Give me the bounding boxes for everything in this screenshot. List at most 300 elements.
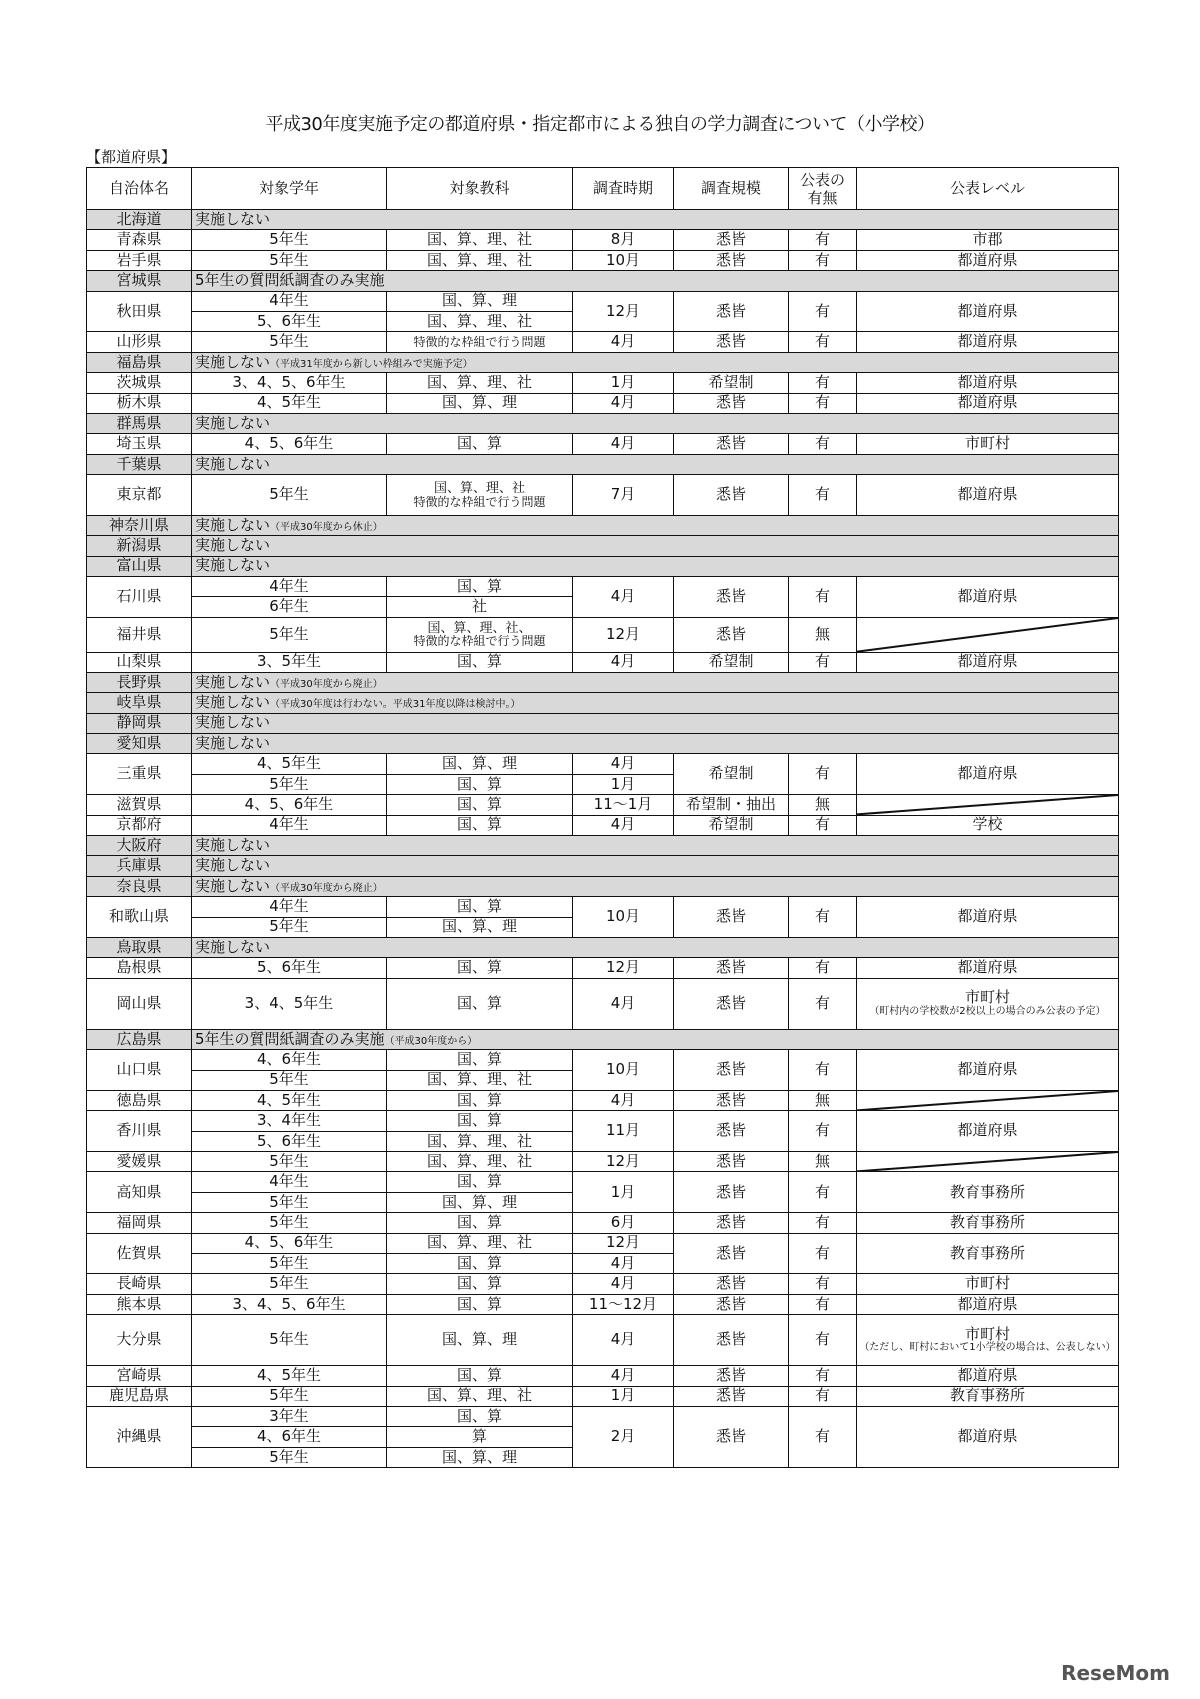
table-row <box>87 1090 1119 1110</box>
target-grade: 4、5年生 <box>192 1366 387 1386</box>
publication-level-text: 教育事務所 <box>949 1243 1025 1262</box>
publication-level-text: 都道府県 <box>957 1294 1018 1313</box>
survey-period: 12月 <box>573 617 674 652</box>
target-subject <box>387 332 573 352</box>
publication-flag: 有 <box>789 1111 857 1152</box>
table-row-not-conducted <box>87 352 1119 372</box>
subject-text: 国、算 <box>456 1406 502 1425</box>
publication-level-text: 都道府県 <box>957 393 1018 412</box>
publication-flag: 有 <box>789 1172 857 1213</box>
target-subject <box>387 1152 573 1172</box>
status-note <box>192 556 1119 576</box>
municipality-name: 青森県 <box>87 230 192 250</box>
publication-level-text: 市町村 <box>964 1274 1010 1293</box>
status-text: 実施しない <box>195 352 271 371</box>
status-note <box>192 536 1119 556</box>
survey-scale: 希望制・抽出 <box>674 795 789 815</box>
target-grade: 5年生 <box>192 475 387 516</box>
table-row <box>87 230 1119 250</box>
publication-level-text: 都道府県 <box>957 1060 1018 1079</box>
target-grade: 5年生 <box>192 1315 387 1366</box>
survey-scale: 悉皆 <box>674 1090 789 1110</box>
target-subject <box>387 1070 573 1090</box>
target-subject <box>387 815 573 835</box>
municipality-name: 栃木県 <box>87 393 192 413</box>
target-grade: 4年生 <box>192 1172 387 1192</box>
target-subject <box>387 1366 573 1386</box>
status-note <box>192 672 1119 692</box>
header-scale: 調査規模 <box>674 168 789 210</box>
target-subject <box>387 311 573 331</box>
subject-text: 国、算 <box>456 1111 502 1130</box>
publication-level <box>857 1407 1119 1468</box>
target-subject <box>387 897 573 917</box>
table-row-not-conducted <box>87 876 1119 896</box>
table-row <box>87 617 1119 652</box>
status-note <box>192 515 1119 535</box>
publication-level <box>857 1294 1119 1314</box>
survey-scale: 悉皆 <box>674 1315 789 1366</box>
publication-flag: 無 <box>789 795 857 815</box>
survey-scale: 悉皆 <box>674 1213 789 1233</box>
status-text: 実施しない <box>195 713 271 732</box>
municipality-name: 富山県 <box>87 556 192 576</box>
publication-level <box>857 1274 1119 1294</box>
table-row <box>87 393 1119 413</box>
municipality-name: 三重県 <box>87 754 192 795</box>
publication-level <box>857 652 1119 672</box>
subject-text: 特徴的な枠組で行う問題 <box>413 334 546 349</box>
target-grade: 5、6年生 <box>192 311 387 331</box>
target-grade: 3、5年生 <box>192 652 387 672</box>
publication-level <box>857 795 1119 815</box>
status-note <box>192 454 1119 474</box>
table-row <box>87 1274 1119 1294</box>
municipality-name: 沖縄県 <box>87 1407 192 1468</box>
status-note <box>192 876 1119 896</box>
status-note <box>192 734 1119 754</box>
publication-flag: 有 <box>789 434 857 454</box>
municipality-name: 島根県 <box>87 958 192 978</box>
header-publication: 公表の有無 <box>789 168 857 210</box>
table-row-not-conducted <box>87 836 1119 856</box>
subject-text-extra: 特徴的な枠組で行う問題 <box>413 634 546 649</box>
target-grade: 5年生 <box>192 1386 387 1406</box>
diagonal-slash <box>857 1091 1118 1110</box>
publication-level-text: 学校 <box>972 815 1003 834</box>
table-row-not-conducted <box>87 556 1119 576</box>
municipality-name: 岐阜県 <box>87 693 192 713</box>
target-subject <box>387 1192 573 1212</box>
table-row <box>87 652 1119 672</box>
survey-period: 10月 <box>573 1050 674 1091</box>
publication-level-note: （ただし、町村において1小学校の場合は、公表しない） <box>859 1342 1116 1354</box>
survey-period: 10月 <box>573 897 674 938</box>
table-row <box>87 1315 1119 1366</box>
publication-flag: 有 <box>789 1233 857 1274</box>
watermark-logo: ReseMom <box>1061 1661 1170 1685</box>
survey-period: 1月 <box>573 1386 674 1406</box>
table-row-not-conducted <box>87 413 1119 433</box>
publication-level <box>857 1172 1119 1213</box>
status-subnote: （平成30年度から廃止） <box>270 882 383 894</box>
survey-period: 4月 <box>573 577 674 618</box>
publication-level-text: 市町村 <box>964 988 1010 1007</box>
publication-flag: 有 <box>789 1366 857 1386</box>
municipality-name: 秋田県 <box>87 291 192 332</box>
survey-scale: 悉皆 <box>674 577 789 618</box>
publication-flag: 有 <box>789 393 857 413</box>
publication-flag: 有 <box>789 291 857 332</box>
table-row <box>87 1294 1119 1314</box>
table-row <box>87 1111 1119 1131</box>
table-row-not-conducted <box>87 734 1119 754</box>
publication-flag: 有 <box>789 897 857 938</box>
subject-text: 国、算、理 <box>441 1330 517 1349</box>
publication-level <box>857 815 1119 835</box>
subject-text: 国、算 <box>456 576 502 595</box>
subject-text: 国、算 <box>456 1049 502 1068</box>
status-note <box>192 937 1119 957</box>
target-subject <box>387 978 573 1029</box>
survey-period: 4月 <box>573 978 674 1029</box>
survey-scale: 悉皆 <box>674 1386 789 1406</box>
status-text: 実施しない <box>195 672 271 691</box>
survey-period: 4月 <box>573 754 674 774</box>
municipality-name: 宮城県 <box>87 271 192 291</box>
municipality-name: 愛媛県 <box>87 1152 192 1172</box>
publication-level <box>857 978 1119 1029</box>
publication-level <box>857 475 1119 516</box>
survey-scale: 悉皆 <box>674 617 789 652</box>
target-subject <box>387 795 573 815</box>
municipality-name: 静岡県 <box>87 713 192 733</box>
publication-level-text: 都道府県 <box>957 1427 1018 1446</box>
survey-period: 8月 <box>573 230 674 250</box>
target-subject <box>387 1294 573 1314</box>
table-row <box>87 1233 1119 1253</box>
survey-period: 4月 <box>573 1274 674 1294</box>
municipality-name: 山形県 <box>87 332 192 352</box>
status-text: 実施しない <box>195 209 271 228</box>
subject-text: 国、算 <box>456 1294 502 1313</box>
survey-scale: 希望制 <box>674 754 789 795</box>
target-grade: 4、5年生 <box>192 754 387 774</box>
survey-period: 11月 <box>573 1111 674 1152</box>
target-grade: 5年生 <box>192 1213 387 1233</box>
target-subject <box>387 1254 573 1274</box>
table-row <box>87 1366 1119 1386</box>
publication-level <box>857 1111 1119 1152</box>
publication-flag: 有 <box>789 754 857 795</box>
publication-flag: 有 <box>789 1407 857 1468</box>
municipality-name: 熊本県 <box>87 1294 192 1314</box>
subject-text: 国、算 <box>456 1253 502 1272</box>
target-subject <box>387 250 573 270</box>
publication-level <box>857 1233 1119 1274</box>
subject-text: 国、算、理、社 <box>433 480 525 496</box>
subject-text: 国、算 <box>456 1090 502 1109</box>
target-grade: 5年生 <box>192 1192 387 1212</box>
table-row-not-conducted <box>87 713 1119 733</box>
subject-text: 国、算、理、社 <box>426 372 532 391</box>
publication-flag: 有 <box>789 1294 857 1314</box>
municipality-name: 石川県 <box>87 577 192 618</box>
publication-flag: 有 <box>789 652 857 672</box>
target-grade: 5年生 <box>192 332 387 352</box>
municipality-name: 岩手県 <box>87 250 192 270</box>
survey-period: 1月 <box>573 1172 674 1213</box>
target-grade: 4、5年生 <box>192 1090 387 1110</box>
publication-level <box>857 754 1119 795</box>
survey-period: 4月 <box>573 332 674 352</box>
publication-flag: 有 <box>789 1315 857 1366</box>
survey-scale: 悉皆 <box>674 332 789 352</box>
survey-period: 2月 <box>573 1407 674 1468</box>
publication-level-text: 都道府県 <box>957 332 1018 351</box>
municipality-name: 埼玉県 <box>87 434 192 454</box>
subject-text: 国、算 <box>456 434 502 453</box>
target-subject <box>387 1233 573 1253</box>
publication-level <box>857 332 1119 352</box>
subject-text: 国、算 <box>456 993 502 1012</box>
survey-scale: 悉皆 <box>674 1050 789 1091</box>
target-subject <box>387 1447 573 1467</box>
publication-level <box>857 1050 1119 1091</box>
target-grade: 5年生 <box>192 617 387 652</box>
municipality-name: 高知県 <box>87 1172 192 1213</box>
survey-period: 12月 <box>573 1152 674 1172</box>
survey-period: 12月 <box>573 958 674 978</box>
municipality-name: 福岡県 <box>87 1213 192 1233</box>
target-grade: 3、4、5、6年生 <box>192 1294 387 1314</box>
publication-level <box>857 1315 1119 1366</box>
survey-period: 10月 <box>573 250 674 270</box>
publication-level <box>857 291 1119 332</box>
target-subject <box>387 230 573 250</box>
header-period: 調査時期 <box>573 168 674 210</box>
target-subject <box>387 291 573 311</box>
survey-scale: 悉皆 <box>674 1294 789 1314</box>
survey-scale: 悉皆 <box>674 1274 789 1294</box>
publication-flag: 有 <box>789 1386 857 1406</box>
header-row <box>87 168 1119 210</box>
municipality-name: 鹿児島県 <box>87 1386 192 1406</box>
survey-period: 4月 <box>573 1090 674 1110</box>
survey-period: 4月 <box>573 1366 674 1386</box>
municipality-name: 神奈川県 <box>87 515 192 535</box>
target-grade: 5、6年生 <box>192 958 387 978</box>
target-grade: 3、4、5、6年生 <box>192 373 387 393</box>
publication-flag: 有 <box>789 475 857 516</box>
publication-level <box>857 958 1119 978</box>
target-subject <box>387 1111 573 1131</box>
publication-level-text: 都道府県 <box>957 301 1018 320</box>
subject-text: 国、算、理 <box>441 754 517 773</box>
target-grade: 4年生 <box>192 577 387 597</box>
table-row <box>87 815 1119 835</box>
survey-scale: 悉皆 <box>674 1407 789 1468</box>
table-row-not-conducted <box>87 210 1119 230</box>
target-grade: 5年生 <box>192 1274 387 1294</box>
survey-scale: 悉皆 <box>674 1172 789 1213</box>
publication-flag: 有 <box>789 1213 857 1233</box>
publication-level <box>857 897 1119 938</box>
publication-flag: 有 <box>789 332 857 352</box>
target-subject <box>387 652 573 672</box>
publication-level-text: 教育事務所 <box>949 1213 1025 1232</box>
publication-level <box>857 230 1119 250</box>
target-subject <box>387 774 573 794</box>
survey-scale: 悉皆 <box>674 1366 789 1386</box>
status-note <box>192 1029 1119 1049</box>
status-subnote: （平成30年度は行わない。平成31年度以降は検討中。） <box>270 699 521 711</box>
municipality-name: 鳥取県 <box>87 937 192 957</box>
survey-period: 11～12月 <box>573 1294 674 1314</box>
subject-text: 国、算、理 <box>441 1447 517 1466</box>
municipality-name: 東京都 <box>87 475 192 516</box>
municipality-name: 福井県 <box>87 617 192 652</box>
publication-level-text: 市町村 <box>964 1324 1010 1343</box>
survey-scale: 希望制 <box>674 652 789 672</box>
subject-text: 国、算、理、社 <box>426 250 532 269</box>
publication-level-text: 都道府県 <box>957 250 1018 269</box>
survey-table <box>86 167 1119 1468</box>
survey-scale: 悉皆 <box>674 393 789 413</box>
diagonal-slash <box>857 1152 1118 1171</box>
table-row <box>87 475 1119 516</box>
municipality-name: 岡山県 <box>87 978 192 1029</box>
status-text: 実施しない <box>195 937 271 956</box>
subject-text: 国、算 <box>456 815 502 834</box>
target-grade: 6年生 <box>192 597 387 617</box>
table-row-not-conducted <box>87 693 1119 713</box>
status-text: 実施しない <box>195 515 271 534</box>
target-grade: 4、5年生 <box>192 393 387 413</box>
table-row <box>87 291 1119 311</box>
survey-period: 12月 <box>573 1233 674 1253</box>
table-row <box>87 958 1119 978</box>
target-grade: 4、6年生 <box>192 1427 387 1447</box>
publication-level-text: 都道府県 <box>957 1366 1018 1385</box>
publication-level <box>857 1386 1119 1406</box>
target-subject <box>387 754 573 774</box>
municipality-name: 愛知県 <box>87 734 192 754</box>
publication-flag: 有 <box>789 230 857 250</box>
municipality-name: 奈良県 <box>87 876 192 896</box>
publication-level-note: （町村内の学校数が2校以上の場合のみ公表の予定） <box>869 1005 1106 1017</box>
municipality-name: 福島県 <box>87 352 192 372</box>
subject-text: 国、算、理、社 <box>426 1233 532 1252</box>
table-row <box>87 1172 1119 1192</box>
target-grade: 4、5、6年生 <box>192 434 387 454</box>
subject-text: 国、算、理、社 <box>426 311 532 330</box>
target-grade: 3年生 <box>192 1407 387 1427</box>
subject-text: 国、算、理、社 <box>426 1131 532 1150</box>
target-grade: 4年生 <box>192 291 387 311</box>
subject-text: 国、算、理 <box>441 917 517 936</box>
target-grade: 3、4年生 <box>192 1111 387 1131</box>
table-row-not-conducted <box>87 454 1119 474</box>
survey-scale: 悉皆 <box>674 250 789 270</box>
header-municipality: 自治体名 <box>87 168 192 210</box>
survey-scale: 悉皆 <box>674 475 789 516</box>
publication-flag: 無 <box>789 1090 857 1110</box>
municipality-name: 長野県 <box>87 672 192 692</box>
status-note <box>192 836 1119 856</box>
table-row <box>87 754 1119 774</box>
publication-flag: 無 <box>789 1152 857 1172</box>
municipality-name: 佐賀県 <box>87 1233 192 1274</box>
diagonal-slash <box>857 618 1118 652</box>
subject-text: 国、算 <box>456 1274 502 1293</box>
municipality-name: 滋賀県 <box>87 795 192 815</box>
survey-scale: 悉皆 <box>674 978 789 1029</box>
municipality-name: 兵庫県 <box>87 856 192 876</box>
municipality-name: 京都府 <box>87 815 192 835</box>
diagonal-slash <box>857 795 1118 814</box>
subject-text: 国、算 <box>456 652 502 671</box>
publication-flag: 有 <box>789 373 857 393</box>
publication-flag: 無 <box>789 617 857 652</box>
target-subject <box>387 917 573 937</box>
subject-text: 国、算、理 <box>441 393 517 412</box>
section-label: 【都道府県】 <box>86 148 177 166</box>
subject-text: 国、算 <box>456 897 502 915</box>
municipality-name: 茨城県 <box>87 373 192 393</box>
status-note <box>192 713 1119 733</box>
subject-text: 国、算、理、社 <box>426 1386 532 1405</box>
survey-scale: 悉皆 <box>674 291 789 332</box>
publication-flag: 有 <box>789 958 857 978</box>
survey-scale: 希望制 <box>674 815 789 835</box>
municipality-name: 北海道 <box>87 210 192 230</box>
survey-scale: 悉皆 <box>674 897 789 938</box>
target-grade: 5年生 <box>192 774 387 794</box>
publication-level <box>857 1152 1119 1172</box>
table-row <box>87 434 1119 454</box>
subject-text: 社 <box>471 597 487 616</box>
target-subject <box>387 434 573 454</box>
subject-text: 国、算 <box>456 795 502 814</box>
publication-flag: 有 <box>789 978 857 1029</box>
subject-text: 国、算、理、社、 <box>427 620 532 636</box>
target-grade: 4年生 <box>192 897 387 917</box>
header-subject: 対象教科 <box>387 168 573 210</box>
page-title: 平成30年度実施予定の都道府県・指定都市による独自の学力調査について（小学校） <box>265 114 935 135</box>
publication-level <box>857 434 1119 454</box>
header-grade: 対象学年 <box>192 168 387 210</box>
subject-text: 国、算 <box>456 1172 502 1191</box>
target-subject <box>387 597 573 617</box>
target-grade: 4、6年生 <box>192 1050 387 1070</box>
target-subject <box>387 958 573 978</box>
survey-period: 6月 <box>573 1213 674 1233</box>
survey-period: 4月 <box>573 393 674 413</box>
survey-period: 7月 <box>573 475 674 516</box>
survey-scale: 悉皆 <box>674 1111 789 1152</box>
municipality-name: 新潟県 <box>87 536 192 556</box>
survey-period: 4月 <box>573 652 674 672</box>
municipality-name: 大阪府 <box>87 836 192 856</box>
subject-text: 国、算、理、社 <box>426 230 532 249</box>
target-subject <box>387 1090 573 1110</box>
table-row-not-conducted <box>87 672 1119 692</box>
target-subject <box>387 1172 573 1192</box>
publication-flag: 有 <box>789 250 857 270</box>
subject-text-extra: 特徴的な枠組で行う問題 <box>413 494 546 509</box>
publication-flag: 有 <box>789 1050 857 1091</box>
